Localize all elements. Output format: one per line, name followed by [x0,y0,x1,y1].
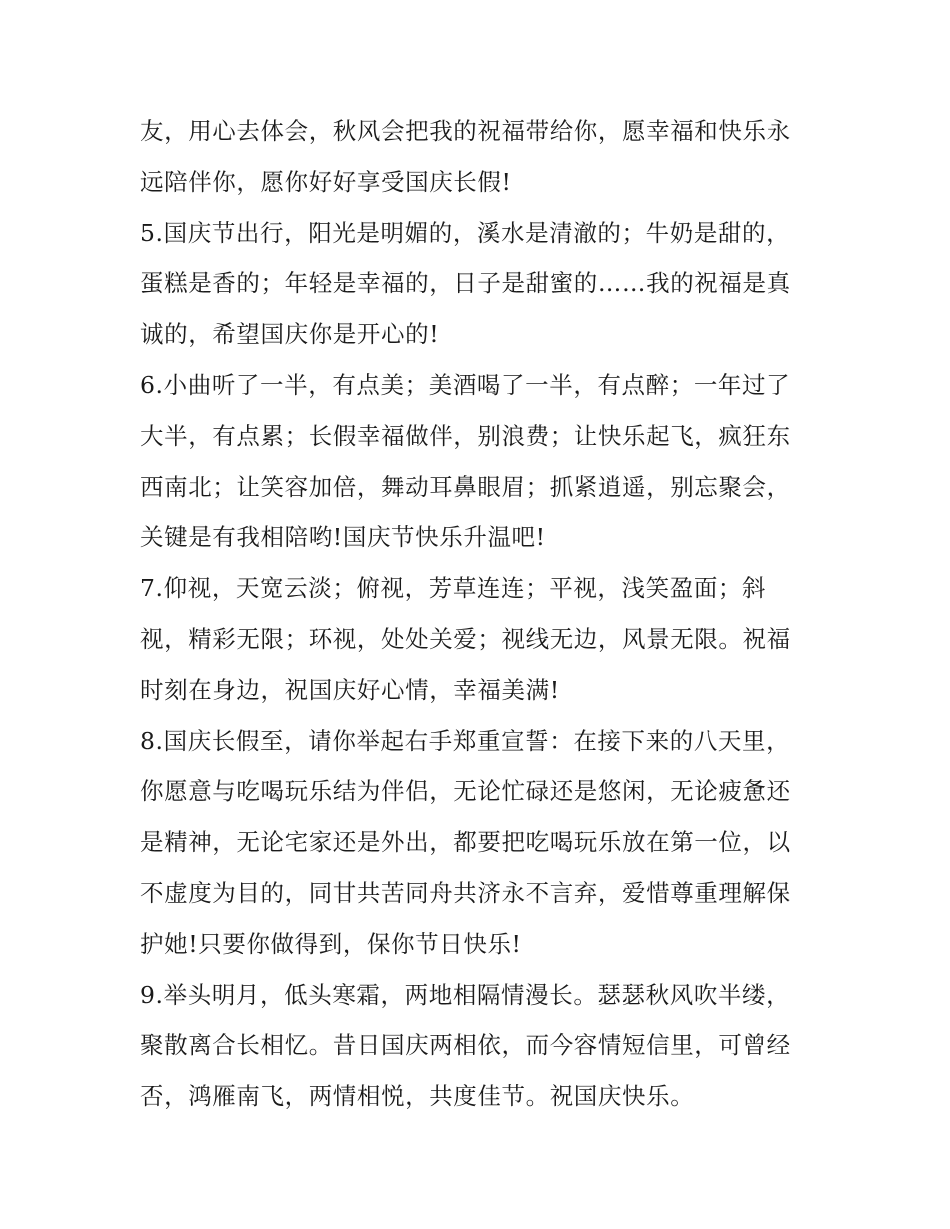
text-line: 友，用心去体会，秋风会把我的祝福带给你，愿幸福和快乐永 [140,117,791,145]
text-line: 大半，有点累；长假幸福做伴，别浪费；让快乐起飞，疯狂东 [140,421,791,450]
text-line: 聚散离合长相忆。昔日国庆两相依，而今容情短信里，可曾经 [140,1031,791,1060]
text-line: 8.国庆长假至，请你举起右手郑重宣誓：在接下来的八天里， [140,726,791,755]
text-line: 你愿意与吃喝玩乐结为伴侣，无论忙碌还是悠闲，无论疲惫还 [140,777,791,806]
text-line: 否，鸿雁南飞，两情相悦，共度佳节。祝国庆快乐。 [140,1082,695,1111]
text-line: 时刻在身边，祝国庆好心情，幸福美满! [140,675,560,704]
text-line: 西南北；让笑容加倍，舞动耳鼻眼眉；抓紧逍遥，别忘聚会， [140,472,791,501]
text-line: 7.仰视，天宽云淡；俯视，芳草连连；平视，浅笑盈面；斜 [140,574,767,603]
text-line: 6.小曲听了一半，有点美；美酒喝了一半，有点醉；一年过了 [140,370,791,399]
text-line: 远陪伴你，愿你好好享受国庆长假! [140,167,512,196]
document-body [140,106,820,1122]
text-line: 不虚度为目的，同甘共苦同舟共济永不言弃，爱惜尊重理解保 [140,878,791,907]
text-line: 关键是有我相陪哟!国庆节快乐升温吧! [140,523,546,552]
text-line: 视，精彩无限；环视，处处关爱；视线无边，风景无限。祝福 [140,624,791,653]
text-line: 诚的，希望国庆你是开心的! [140,320,440,349]
text-line: 是精神，无论宅家还是外出，都要把吃喝玩乐放在第一位，以 [140,828,791,857]
text-line: 蛋糕是香的；年轻是幸福的，日子是甜蜜的……我的祝福是真 [140,269,791,298]
text-line: 9.举头明月，低头寒霜，两地相隔情漫长。瑟瑟秋风吹半缕， [140,980,791,1009]
text-line: 护她!只要你做得到，保你节日快乐! [140,929,522,958]
text-line: 5.国庆节出行，阳光是明媚的，溪水是清澈的；牛奶是甜的， [140,218,791,247]
